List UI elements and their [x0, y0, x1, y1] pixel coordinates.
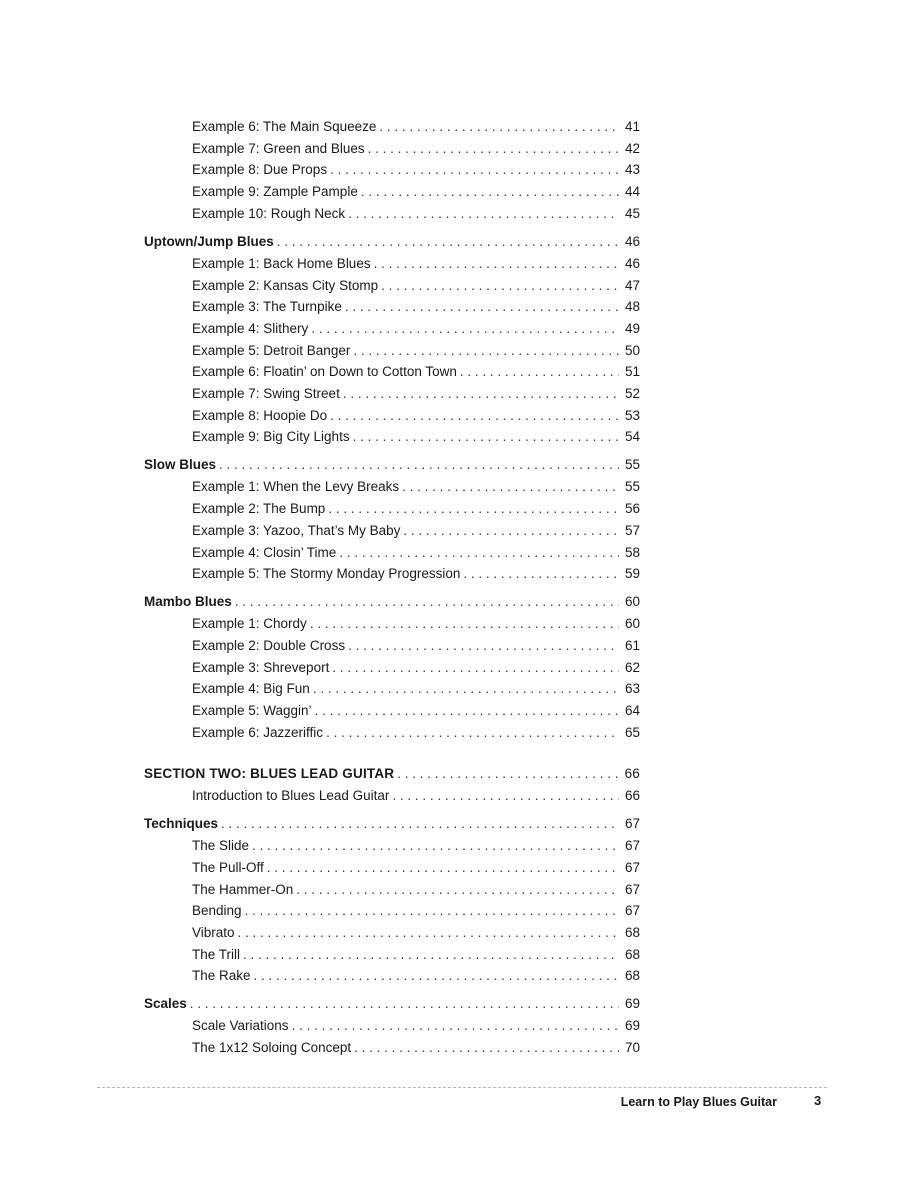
toc-page-number: 70	[624, 1040, 640, 1056]
toc-entry-title: The Pull-Off	[192, 859, 264, 875]
toc-entry	[144, 836, 640, 856]
toc-entry-title: Example 9: Big City Lights	[192, 429, 350, 445]
toc-entry-title: Example 6: The Main Squeeze	[192, 119, 377, 134]
toc-entry	[144, 182, 640, 202]
dot-leader	[296, 880, 619, 900]
dot-leader	[353, 341, 619, 361]
toc-entry-title: Example 10: Rough Neck	[192, 205, 346, 221]
toc-page-number: 69	[624, 996, 640, 1012]
toc-entry	[144, 564, 640, 584]
toc-page-number: 66	[624, 788, 640, 804]
dot-leader	[221, 814, 619, 834]
toc-entry	[144, 858, 640, 878]
toc-entry-title: Mambo Blues	[144, 594, 232, 610]
toc-page-number: 41	[624, 119, 640, 134]
toc-entry	[144, 406, 640, 426]
toc-entry	[144, 254, 640, 274]
toc-chapter-heading	[144, 232, 640, 252]
toc-entry-title: Example 6: Floatin’ on Down to Cotton Town	[192, 364, 457, 380]
toc-entry-title: Example 7: Green and Blues	[192, 140, 365, 156]
dot-leader	[190, 994, 619, 1014]
toc-page-number: 67	[624, 881, 640, 897]
toc-entry	[144, 117, 640, 137]
toc-entry-title: Example 8: Due Props	[192, 162, 328, 178]
toc-entry-title: Example 4: Closin’ Time	[192, 544, 337, 560]
dot-leader	[348, 204, 619, 224]
dot-leader	[345, 297, 619, 317]
dot-leader	[348, 636, 619, 656]
toc-page-number: 65	[624, 724, 640, 740]
footer-divider	[97, 1087, 827, 1088]
dot-leader	[339, 543, 619, 563]
dot-leader	[353, 427, 619, 447]
toc-page-number: 64	[624, 703, 640, 718]
toc-page-number: 44	[624, 184, 640, 200]
toc-entry	[144, 477, 640, 497]
toc-page-number: 67	[624, 816, 640, 832]
toc-entry-title: Example 3: Shreveport	[192, 659, 330, 675]
toc-entry	[144, 319, 640, 339]
toc-page-number: 55	[624, 479, 640, 495]
toc-entry-title: Example 4: Slithery	[192, 320, 309, 336]
toc-entry-title: The 1x12 Soloing Concept	[192, 1040, 352, 1056]
toc-entry	[144, 160, 640, 180]
toc-page-number: 62	[624, 659, 640, 675]
toc-page-number: 67	[624, 903, 640, 919]
toc-entry	[144, 362, 640, 382]
toc-entry-title: Example 5: The Stormy Monday Progression	[192, 566, 461, 582]
toc-page-number: 68	[624, 968, 640, 984]
dot-leader	[243, 945, 619, 965]
toc-entry	[144, 1016, 640, 1036]
toc-entry-title: Example 8: Hoopie Do	[192, 407, 328, 423]
toc-page-number: 47	[624, 277, 640, 293]
toc-entry-title: Scale Variations	[192, 1018, 289, 1034]
toc-entry-title: Example 9: Zample Pample	[192, 184, 358, 200]
toc-entry	[144, 679, 640, 699]
dot-leader	[330, 406, 619, 426]
toc-entry-title: Example 3: Yazoo, That’s My Baby	[192, 522, 401, 538]
toc-page-number: 69	[624, 1018, 640, 1034]
toc-page-number: 52	[624, 386, 640, 401]
toc-page-number: 43	[624, 162, 640, 178]
toc-section-heading	[144, 764, 640, 784]
toc-entry	[144, 427, 640, 447]
toc-entry-title: Example 5: Detroit Banger	[192, 342, 351, 358]
toc-entry	[144, 499, 640, 519]
toc-page-number: 55	[624, 457, 640, 473]
toc-page-number: 61	[624, 637, 640, 653]
toc-entry	[144, 701, 640, 721]
dot-leader	[397, 764, 619, 784]
dot-leader	[354, 1038, 619, 1058]
toc-page-number: 60	[624, 616, 640, 632]
dot-leader	[292, 1016, 619, 1036]
toc-entry	[144, 139, 640, 159]
toc-entry-title: Bending	[192, 903, 242, 919]
toc-page-number: 68	[624, 925, 640, 940]
dot-leader	[254, 966, 619, 986]
toc-page-number: 49	[624, 320, 640, 336]
dot-leader	[235, 592, 619, 612]
toc-entry-title: The Rake	[192, 968, 251, 984]
toc-entry	[144, 1038, 640, 1058]
toc-entry-title: The Trill	[192, 946, 241, 962]
toc-entry-title: SECTION TWO: BLUES LEAD GUITAR	[144, 766, 395, 782]
toc-entry-title: Introduction to Blues Lead Guitar	[192, 788, 390, 804]
dot-leader	[402, 477, 619, 497]
toc-page-number: 42	[624, 140, 640, 156]
dot-leader	[326, 723, 619, 743]
footer-page-number: 3	[814, 1093, 822, 1108]
dot-leader	[361, 182, 619, 202]
toc-page-number: 67	[624, 859, 640, 875]
toc-entry-title: Uptown/Jump Blues	[144, 233, 274, 249]
dot-leader	[310, 614, 619, 634]
dot-leader	[460, 362, 619, 382]
dot-leader	[267, 858, 619, 878]
toc-entry-title: Example 5: Waggin’	[192, 703, 312, 718]
toc-entry	[144, 204, 640, 224]
toc-entry	[144, 923, 640, 943]
dot-leader	[238, 923, 619, 943]
toc-page-number: 50	[624, 342, 640, 358]
toc-page-number: 68	[624, 946, 640, 962]
dot-leader	[252, 836, 619, 856]
toc-page-number: 53	[624, 407, 640, 423]
toc-entry	[144, 901, 640, 921]
toc-chapter-heading	[144, 814, 640, 834]
dot-leader	[381, 276, 619, 296]
toc-entry-title: Example 7: Swing Street	[192, 386, 340, 401]
toc-entry	[144, 966, 640, 986]
toc-entry	[144, 614, 640, 634]
toc-entry-title: Example 1: When the Levy Breaks	[192, 479, 400, 495]
toc-entry	[144, 297, 640, 317]
toc-entry-title: Example 2: Double Cross	[192, 637, 346, 653]
dot-leader	[374, 254, 619, 274]
toc-page-number: 48	[624, 299, 640, 315]
toc-entry	[144, 384, 640, 404]
toc-page-number: 67	[624, 838, 640, 854]
toc-entry-title: Example 2: The Bump	[192, 501, 326, 517]
dot-leader	[277, 232, 619, 252]
dot-leader	[311, 319, 619, 339]
dot-leader	[392, 786, 619, 806]
toc-chapter-heading	[144, 994, 640, 1014]
dot-leader	[368, 139, 619, 159]
toc-entry	[144, 543, 640, 563]
toc-entry-title: Techniques	[144, 816, 219, 832]
toc-page-number: 45	[624, 205, 640, 221]
footer-book-title: Learn to Play Blues Guitar	[620, 1095, 777, 1109]
dot-leader	[403, 521, 619, 541]
toc-page-number: 46	[624, 233, 640, 249]
dot-leader	[315, 701, 619, 721]
dot-leader	[245, 901, 619, 921]
toc-entry	[144, 880, 640, 900]
toc-entry-title: Vibrato	[192, 925, 235, 940]
toc-page-number: 51	[624, 364, 640, 380]
toc-entry	[144, 658, 640, 678]
toc-entry-title: Example 4: Big Fun	[192, 681, 310, 697]
toc-chapter-heading	[144, 592, 640, 612]
dot-leader	[330, 160, 619, 180]
toc-entry	[144, 341, 640, 361]
toc-entry-title: Example 2: Kansas City Stomp	[192, 277, 379, 293]
toc-entry-title: Slow Blues	[144, 457, 217, 473]
dot-leader	[332, 658, 619, 678]
toc-page-number: 58	[624, 544, 640, 560]
toc-page-number: 56	[624, 501, 640, 517]
dot-leader	[313, 679, 619, 699]
toc-page-number: 59	[624, 566, 640, 582]
toc-entry-title: Example 6: Jazzeriffic	[192, 724, 324, 740]
toc-entry-title: Example 3: The Turnpike	[192, 299, 342, 315]
toc-entry	[144, 945, 640, 965]
dot-leader	[463, 564, 619, 584]
toc-entry	[144, 723, 640, 743]
toc-entry-title: The Hammer-On	[192, 881, 294, 897]
dot-leader	[328, 499, 619, 519]
toc-page-number: 46	[624, 255, 640, 271]
dot-leader	[343, 384, 619, 404]
toc-entry	[144, 786, 640, 806]
toc-entry	[144, 521, 640, 541]
toc-entry-title: Scales	[144, 996, 187, 1012]
dot-leader	[379, 117, 619, 137]
toc-chapter-heading	[144, 455, 640, 475]
toc-entry	[144, 636, 640, 656]
toc-page-number: 57	[624, 522, 640, 538]
toc-page-number: 60	[624, 594, 640, 610]
toc-entry-title: The Slide	[192, 838, 250, 854]
dot-leader	[219, 455, 619, 475]
toc-page-number: 63	[624, 681, 640, 697]
toc-entry	[144, 276, 640, 296]
toc-page-number: 66	[624, 766, 640, 782]
toc-entry-title: Example 1: Chordy	[192, 616, 307, 632]
toc-entry-title: Example 1: Back Home Blues	[192, 255, 371, 271]
toc-page-number: 54	[624, 429, 640, 445]
